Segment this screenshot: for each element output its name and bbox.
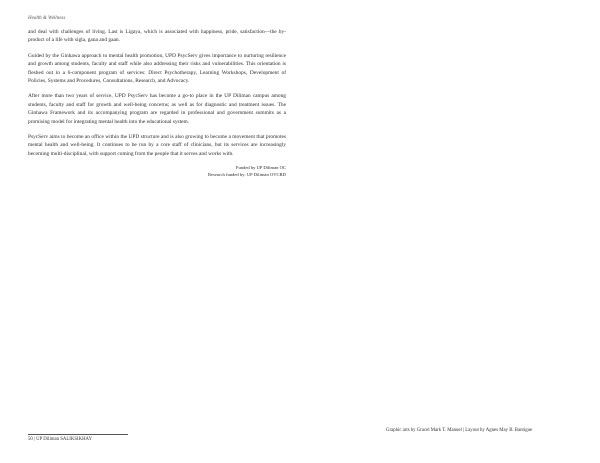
- paragraph-3: After more than two years of service, UPD PsycServ has become a go-to place in the UP Diliman campus among students, faculty and staff for growth and well-being concerns; as well as for diagnostic and treatment issues. The Ginhawa Framework and its accompanying program are regarded in professional and government summits as a promising model for integrating mental health into the educational system.: [28, 93, 286, 125]
- funding-credits: [28, 165, 286, 178]
- research-funded-by-line: Research funded by: UP Diliman OVCRD: [207, 171, 286, 177]
- graphic-layout-credits: Graphic arts by Gracel Mark T. Manuel | Layout by Agnes May B. Bantigue: [386, 428, 533, 433]
- footer-divider: [28, 434, 128, 435]
- funded-by-line: Funded by UP Diliman OC: [235, 165, 286, 171]
- paragraph-2: Guided by the Ginhawa approach to mental health promotion, UPD PsycServ gives importance to nurturing resilience and growth among students, faculty and staff while also addressing their risks and vulnerabilities. This orientation is fleshed out in a 6-component program of services: Direct Psychotherapy, Learning Workshops, Development of Policies, Systems and Procedures, Consultations, Research, and Advocacy.: [28, 52, 286, 85]
- running-head: Health & Wellness: [28, 16, 66, 21]
- page-number-footer: 50 | UP Diliman SALIKSIKHAY: [28, 437, 93, 442]
- article-body: [28, 28, 286, 178]
- paragraph-1: and deal with challenges of living. Last is Ligaya, which is associated with happiness, pride, satisfaction—the by-product of a life with sigla, gana and gaan.: [28, 29, 286, 44]
- paragraph-4: PsycServ aims to become an office within the UPD structure and is also growing to become a movement that promotes mental health and well-being. It continues to be run by a core staff of clinicians, but its services are increasingly becoming multi-disciplinal, with support coming from the people that it serves and works with.: [28, 134, 286, 157]
